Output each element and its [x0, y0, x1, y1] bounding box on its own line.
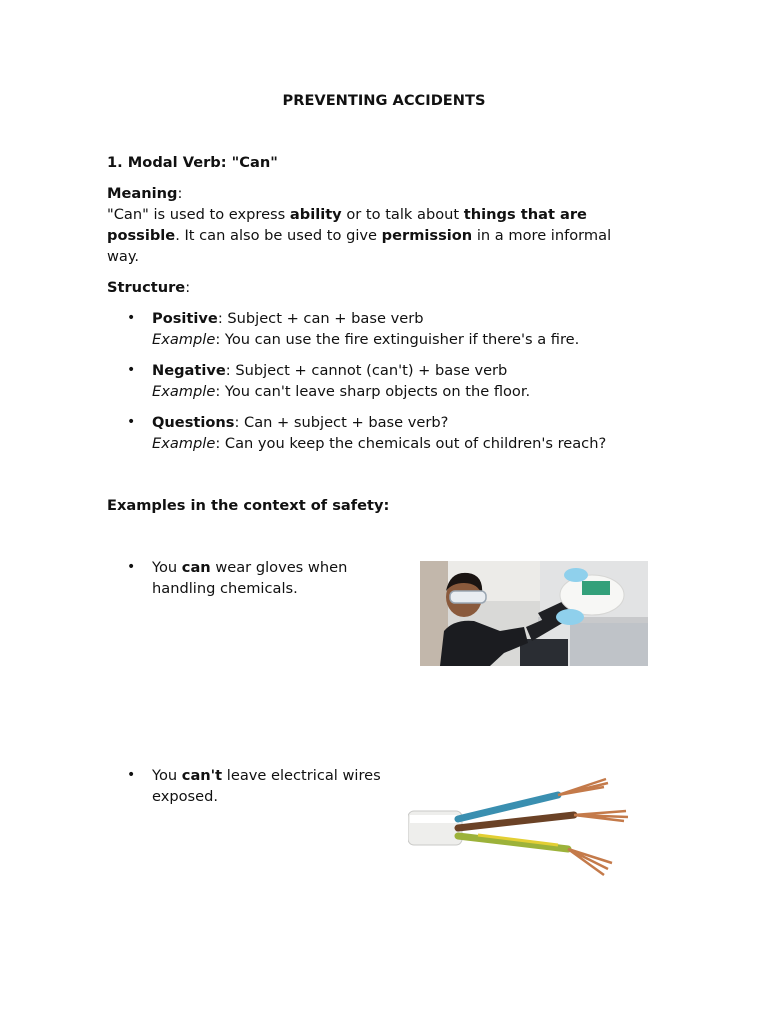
item-rule: : Can + subject + base verb?	[234, 414, 449, 431]
example-text-post: wear gloves when handling chemicals.	[152, 559, 348, 597]
example-text: : Can you keep the chemicals out of children's reach?	[215, 435, 607, 452]
meaning-label: Meaning	[107, 185, 178, 202]
meaning-block	[107, 183, 647, 267]
example-text-post: leave electrical wires exposed.	[152, 767, 381, 805]
structure-colon: :	[185, 279, 191, 296]
list-item	[107, 308, 667, 350]
example-bold: can't	[181, 767, 223, 784]
example-label: Example	[152, 383, 216, 400]
structure-item-positive	[107, 308, 667, 350]
example-text: : You can't leave sharp objects on the floor.	[215, 383, 531, 400]
example-label: Example	[152, 331, 216, 348]
example-text-pre: You	[152, 559, 182, 576]
meaning-colon: :	[177, 185, 183, 202]
meaning-bold-permission: permission	[381, 227, 473, 244]
list-item	[107, 412, 667, 454]
item-label: Questions	[152, 414, 235, 431]
examples-heading: Examples in the context of safety:	[107, 497, 390, 514]
structure-item-negative	[107, 360, 667, 402]
safety-example-gloves	[107, 557, 397, 599]
example-bold: can	[181, 559, 211, 576]
bullet-icon: •	[127, 767, 136, 783]
bullet-icon: •	[127, 414, 136, 430]
bullet-icon: •	[127, 559, 136, 575]
item-rule: : Subject + cannot (can't) + base verb	[225, 362, 508, 379]
item-label: Negative	[152, 362, 226, 379]
item-label: Positive	[152, 310, 218, 327]
meaning-text-4: in a more informal way.	[107, 227, 612, 265]
meaning-bold-ability: ability	[289, 206, 342, 223]
structure-heading	[107, 277, 190, 298]
item-rule: : Subject + can + base verb	[217, 310, 424, 327]
section-heading: 1. Modal Verb: "Can"	[107, 154, 278, 171]
meaning-text-3: . It can also be used to give	[175, 227, 382, 244]
document-title: PREVENTING ACCIDENTS	[282, 92, 486, 109]
example-label: Example	[152, 435, 216, 452]
list-item	[107, 557, 397, 599]
bullet-icon: •	[127, 362, 136, 378]
example-text-pre: You	[152, 767, 182, 784]
electrical-wires-photo	[408, 773, 632, 881]
meaning-text-2: or to talk about	[341, 206, 464, 223]
safety-example-wires	[107, 765, 407, 807]
structure-item-questions	[107, 412, 667, 454]
meaning-paragraph	[107, 204, 647, 267]
meaning-text-1: "Can" is used to express	[107, 206, 290, 223]
meaning-bold-possible: things that are possible	[107, 206, 587, 244]
bullet-icon: •	[127, 310, 136, 326]
list-item	[107, 360, 667, 402]
chemical-handling-photo	[420, 561, 648, 666]
example-text: : You can use the fire extinguisher if there's a fire.	[215, 331, 580, 348]
structure-label: Structure	[107, 279, 186, 296]
list-item	[107, 765, 407, 807]
